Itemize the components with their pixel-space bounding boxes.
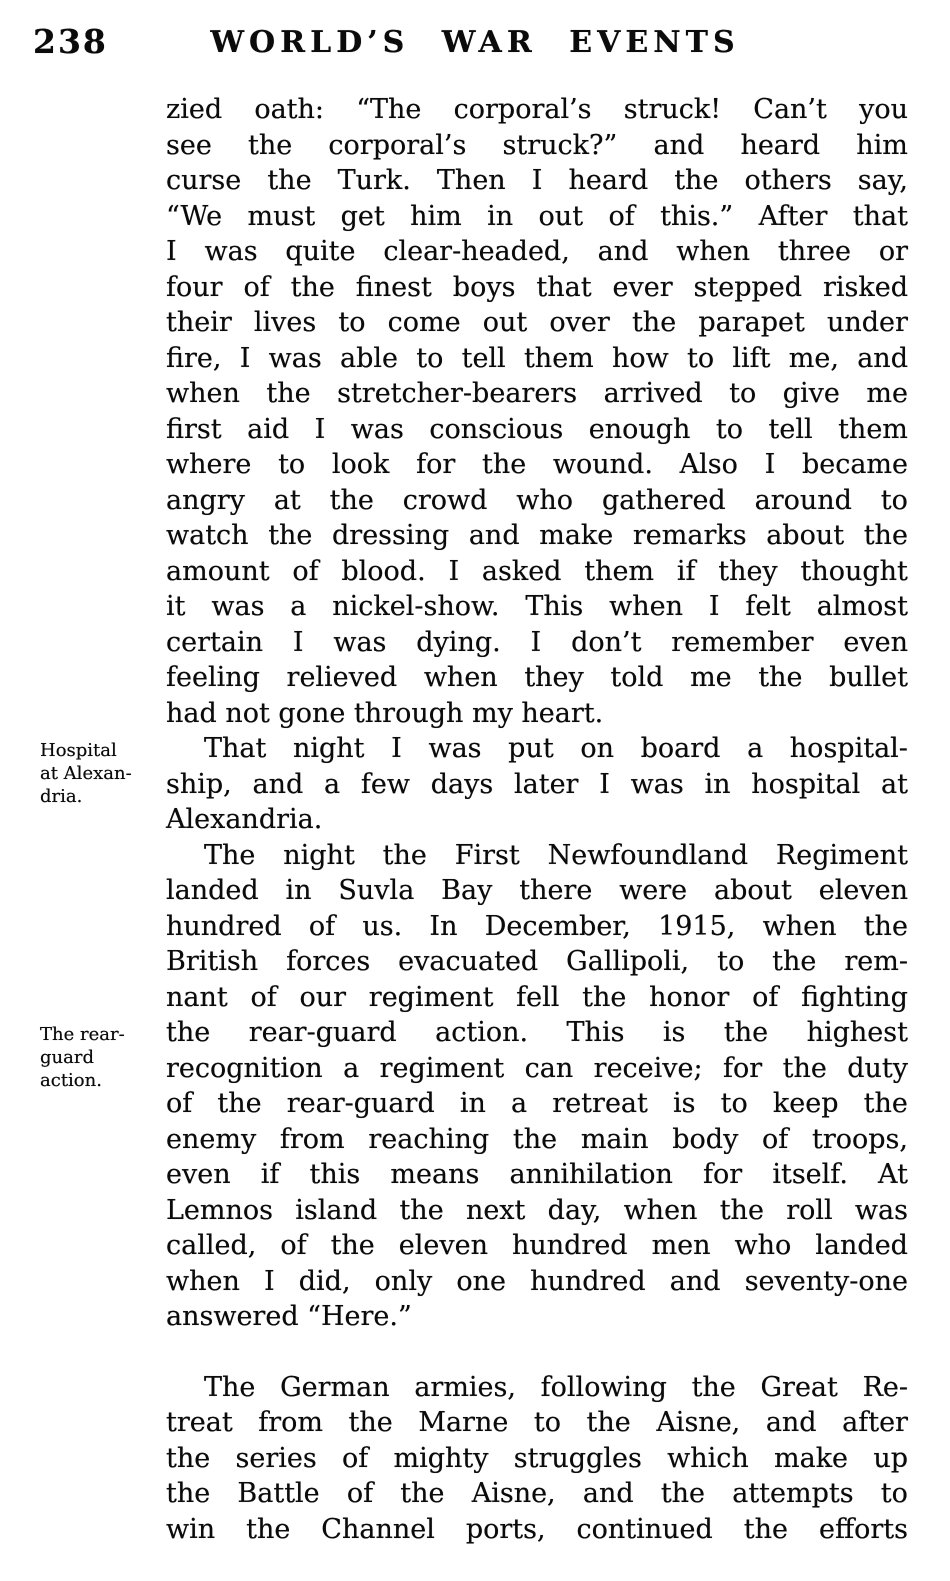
- body-text-line: fire, I was able to tell them how to lift me, and: [166, 342, 908, 374]
- body-text-line: it was a nickel-show. This when I felt almost: [166, 591, 908, 622]
- body-text-line: amount of blood. I asked them if they thought: [166, 555, 908, 587]
- body-text-line: when the stretcher-bearers arrived to give me: [166, 378, 908, 409]
- body-text-line: hundred of us. In December, 1915, when the: [166, 910, 908, 942]
- margin-note-line: guard: [40, 1047, 94, 1068]
- body-text-line: of the rear-guard in a retreat is to keep the: [166, 1088, 908, 1119]
- running-title: WORLD’S WAR EVENTS: [210, 25, 740, 60]
- body-text-line: watch the dressing and make remarks about the: [166, 520, 908, 551]
- body-text-line: landed in Suvla Bay there were about eleven: [166, 875, 908, 906]
- body-text-line: Alexandria.: [166, 804, 323, 835]
- margin-note-line: dria.: [40, 786, 83, 807]
- body-text-line: “We must get him in out of this.” After that: [166, 200, 908, 232]
- body-text-line: The German armies, following the Great Re-: [204, 1371, 908, 1403]
- body-text-line: angry at the crowd who gathered around to: [166, 484, 908, 516]
- margin-note-line: The rear-: [40, 1024, 125, 1045]
- body-text-line: the rear-guard action. This is the highest: [166, 1017, 908, 1048]
- body-text-line: Lemnos island the next day, when the roll was: [166, 1194, 908, 1226]
- body-text-line: where to look for the wound. Also I became: [166, 449, 908, 480]
- body-text: [166, 92, 908, 1547]
- body-text-line: nant of our regiment fell the honor of fighting: [166, 981, 908, 1013]
- margin-note-rear-guard-action: [40, 1023, 164, 1092]
- margin-note-line: at Alexan-: [40, 763, 132, 784]
- margin-note-line: Hospital: [40, 740, 117, 761]
- body-text-line: see the corporal’s struck?” and heard him: [166, 129, 908, 161]
- margin-note-hospital-at-alexandria: [40, 739, 164, 808]
- body-text-line: when I did, only one hundred and seventy-one: [166, 1265, 908, 1297]
- body-text-line: treat from the Marne to the Aisne, and after: [166, 1407, 908, 1438]
- body-text-line: the series of mighty struggles which make up: [166, 1442, 908, 1474]
- body-text-line: their lives to come out over the parapet under: [166, 307, 908, 338]
- body-text-line: four of the finest boys that ever stepped risked: [166, 271, 908, 303]
- body-text-line: That night I was put on board a hospital-: [204, 733, 908, 764]
- body-text-line: win the Channel ports, continued the efforts: [166, 1513, 908, 1545]
- body-text-line: the Battle of the Aisne, and the attempts to: [166, 1478, 908, 1509]
- body-text-line: enemy from reaching the main body of troops,: [166, 1123, 908, 1155]
- page-number: 238: [33, 22, 108, 61]
- body-text-line: recognition a regiment can receive; for the duty: [166, 1052, 908, 1084]
- body-text-line: certain I was dying. I don’t remember even: [166, 626, 908, 658]
- margin-note-line: action.: [40, 1070, 102, 1091]
- body-text-line: zied oath: “The corporal’s struck! Can’t you: [166, 94, 908, 125]
- body-text-line: I was quite clear-headed, and when three or: [166, 236, 908, 267]
- body-text-line: feeling relieved when they told me the bullet: [166, 662, 908, 693]
- body-text-line: had not gone through my heart.: [166, 697, 604, 729]
- body-text-line: ship, and a few days later I was in hospital at: [166, 768, 908, 800]
- body-text-line: called, of the eleven hundred men who landed: [166, 1230, 908, 1261]
- body-text-line: even if this means annihilation for itself. At: [166, 1159, 908, 1190]
- body-text-line: answered “Here.”: [166, 1301, 412, 1332]
- body-text-line: The night the First Newfoundland Regiment: [204, 839, 908, 871]
- body-text-line: first aid I was conscious enough to tell them: [166, 413, 908, 445]
- body-text-line: curse the Turk. Then I heard the others say,: [166, 165, 908, 196]
- body-text-line: British forces evacuated Gallipoli, to the rem-: [166, 946, 908, 977]
